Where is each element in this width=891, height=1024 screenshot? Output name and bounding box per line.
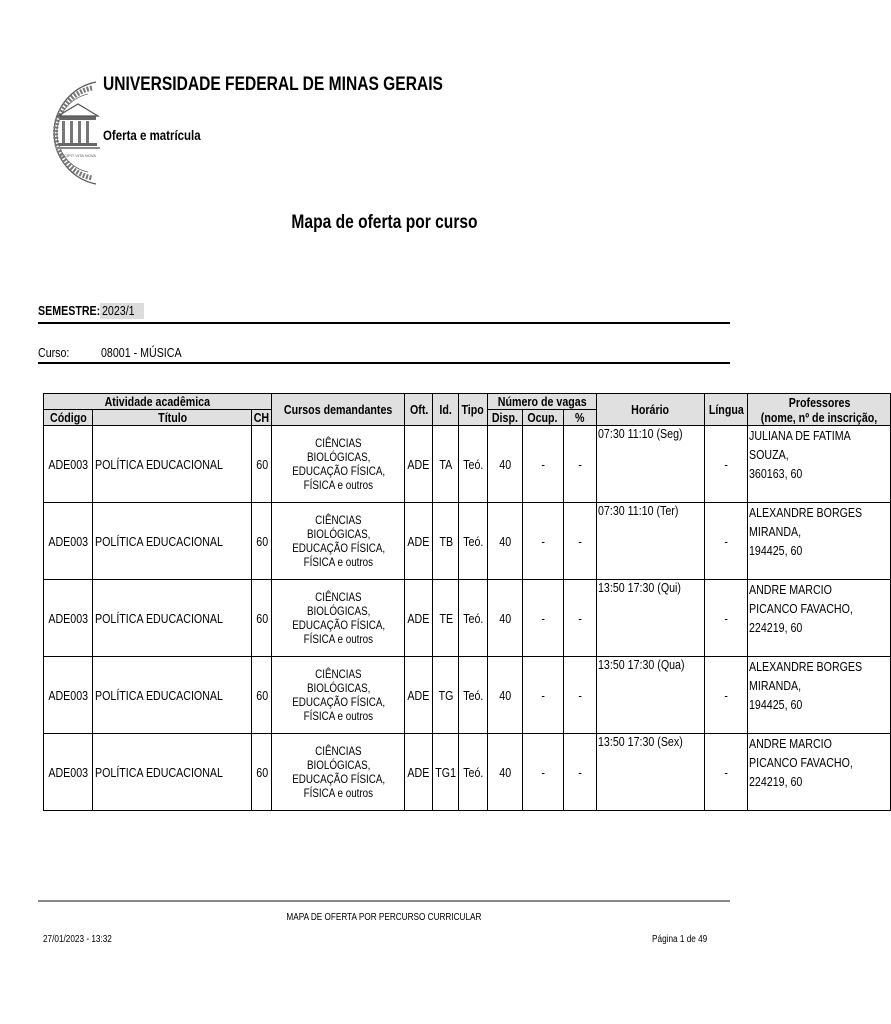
document-title: Mapa de oferta por curso: [290, 212, 478, 233]
curso-label: Curso:: [38, 345, 70, 360]
cell-ch: 60: [252, 580, 272, 657]
cell-pct: -: [563, 503, 596, 580]
cell-ch: 60: [252, 657, 272, 734]
footer-title: MAPA DE OFERTA POR PERCURSO CURRICULAR: [286, 912, 482, 923]
footer-divider: [38, 900, 730, 902]
header-lingua: Língua: [704, 394, 748, 426]
semestre-label: SEMESTRE:: [38, 303, 101, 318]
cell-ch: 60: [252, 734, 272, 811]
university-seal-logo: [38, 78, 100, 188]
cell-tipo: Teó.: [459, 426, 487, 503]
header-codigo: Código: [44, 410, 93, 426]
header-titulo: Título: [93, 410, 252, 426]
cell-cursos: CIÊNCIAS BIOLÓGICAS, EDUCAÇÃO FÍSICA, FÍSICA e outros: [272, 426, 405, 503]
cell-titulo: POLÍTICA EDUCACIONAL: [93, 734, 252, 811]
cell-professor: ALEXANDRE BORGES MIRANDA, 194425, 60: [748, 657, 891, 734]
cell-codigo: ADE003: [44, 426, 93, 503]
cell-ocup: -: [522, 503, 563, 580]
divider: [38, 362, 730, 364]
cell-oft: ADE: [405, 734, 433, 811]
cell-horario: 07:30 11:10 (Seg): [597, 426, 705, 503]
table-row: [44, 580, 891, 657]
cell-id: TE: [433, 580, 459, 657]
cell-oft: ADE: [405, 503, 433, 580]
cell-disp: 40: [487, 734, 522, 811]
cell-titulo: POLÍTICA EDUCACIONAL: [93, 657, 252, 734]
cell-ocup: -: [522, 734, 563, 811]
cell-pct: -: [563, 734, 596, 811]
cell-pct: -: [563, 580, 596, 657]
cell-disp: 40: [487, 657, 522, 734]
table-row: [44, 657, 891, 734]
cell-cursos: CIÊNCIAS BIOLÓGICAS, EDUCAÇÃO FÍSICA, FÍSICA e outros: [272, 580, 405, 657]
cell-tipo: Teó.: [459, 734, 487, 811]
cell-horario: 13:50 17:30 (Sex): [597, 734, 705, 811]
cell-horario: 13:50 17:30 (Qui): [597, 580, 705, 657]
table-group-header-row: [44, 394, 891, 410]
cell-professor: JULIANA DE FATIMA SOUZA, 360163, 60: [748, 426, 891, 503]
table-row: [44, 734, 891, 811]
header-professores: Professores (nome, nº de inscrição,: [748, 394, 891, 426]
cell-disp: 40: [487, 580, 522, 657]
cell-horario: 13:50 17:30 (Qua): [597, 657, 705, 734]
header-horario: Horário: [597, 394, 705, 426]
cell-codigo: ADE003: [44, 734, 93, 811]
cell-lingua: -: [704, 657, 748, 734]
cell-pct: -: [563, 426, 596, 503]
cell-professor: ALEXANDRE BORGES MIRANDA, 194425, 60: [748, 503, 891, 580]
header-ch: CH: [252, 410, 272, 426]
header-pct: %: [563, 410, 596, 426]
header-oft: Oft.: [405, 394, 433, 426]
cell-codigo: ADE003: [44, 580, 93, 657]
page-subtitle: Oferta e matrícula: [103, 127, 201, 143]
curso-value: 08001 - MÚSICA: [101, 345, 182, 360]
cell-oft: ADE: [405, 657, 433, 734]
cell-professor: ANDRE MARCIO PICANCO FAVACHO, 224219, 60: [748, 734, 891, 811]
university-name: UNIVERSIDADE FEDERAL DE MINAS GERAIS: [103, 74, 443, 95]
svg-text:INCIPIT VITA NOVA: INCIPIT VITA NOVA: [60, 153, 96, 158]
header-ocup: Ocup.: [522, 410, 563, 426]
header-disp: Disp.: [487, 410, 522, 426]
header-tipo: Tipo: [459, 394, 487, 426]
cell-codigo: ADE003: [44, 503, 93, 580]
cell-ch: 60: [252, 503, 272, 580]
table-row: [44, 503, 891, 580]
cell-cursos: CIÊNCIAS BIOLÓGICAS, EDUCAÇÃO FÍSICA, FÍSICA e outros: [272, 734, 405, 811]
cell-id: TA: [433, 426, 459, 503]
cell-disp: 40: [487, 503, 522, 580]
cell-pct: -: [563, 657, 596, 734]
header-id: Id.: [433, 394, 459, 426]
cell-lingua: -: [704, 426, 748, 503]
cell-disp: 40: [487, 426, 522, 503]
semestre-value: 2023/1: [100, 303, 144, 319]
page-number: Página 1 de 49: [651, 934, 707, 945]
offer-table: [43, 393, 891, 811]
cell-oft: ADE: [405, 426, 433, 503]
cell-cursos: CIÊNCIAS BIOLÓGICAS, EDUCAÇÃO FÍSICA, FÍSICA e outros: [272, 503, 405, 580]
cell-oft: ADE: [405, 580, 433, 657]
cell-ocup: -: [522, 426, 563, 503]
cell-id: TG: [433, 657, 459, 734]
table-row: [44, 426, 891, 503]
cell-professor: ANDRE MARCIO PICANCO FAVACHO, 224219, 60: [748, 580, 891, 657]
cell-tipo: Teó.: [459, 503, 487, 580]
cell-ch: 60: [252, 426, 272, 503]
cell-id: TB: [433, 503, 459, 580]
cell-codigo: ADE003: [44, 657, 93, 734]
footer-date: 27/01/2023 - 13:32: [43, 934, 112, 945]
cell-tipo: Teó.: [459, 657, 487, 734]
divider: [38, 322, 730, 324]
header-numero-vagas: Número de vagas: [487, 394, 596, 410]
header-atividade: Atividade acadêmica: [44, 394, 272, 410]
cell-titulo: POLÍTICA EDUCACIONAL: [93, 503, 252, 580]
cell-ocup: -: [522, 657, 563, 734]
cell-lingua: -: [704, 580, 748, 657]
cell-tipo: Teó.: [459, 580, 487, 657]
cell-ocup: -: [522, 580, 563, 657]
cell-lingua: -: [704, 503, 748, 580]
cell-titulo: POLÍTICA EDUCACIONAL: [93, 426, 252, 503]
cell-id: TG1: [433, 734, 459, 811]
header-cursos: Cursos demandantes: [272, 394, 405, 426]
cell-cursos: CIÊNCIAS BIOLÓGICAS, EDUCAÇÃO FÍSICA, FÍSICA e outros: [272, 657, 405, 734]
cell-titulo: POLÍTICA EDUCACIONAL: [93, 580, 252, 657]
cell-lingua: -: [704, 734, 748, 811]
cell-horario: 07:30 11:10 (Ter): [597, 503, 705, 580]
